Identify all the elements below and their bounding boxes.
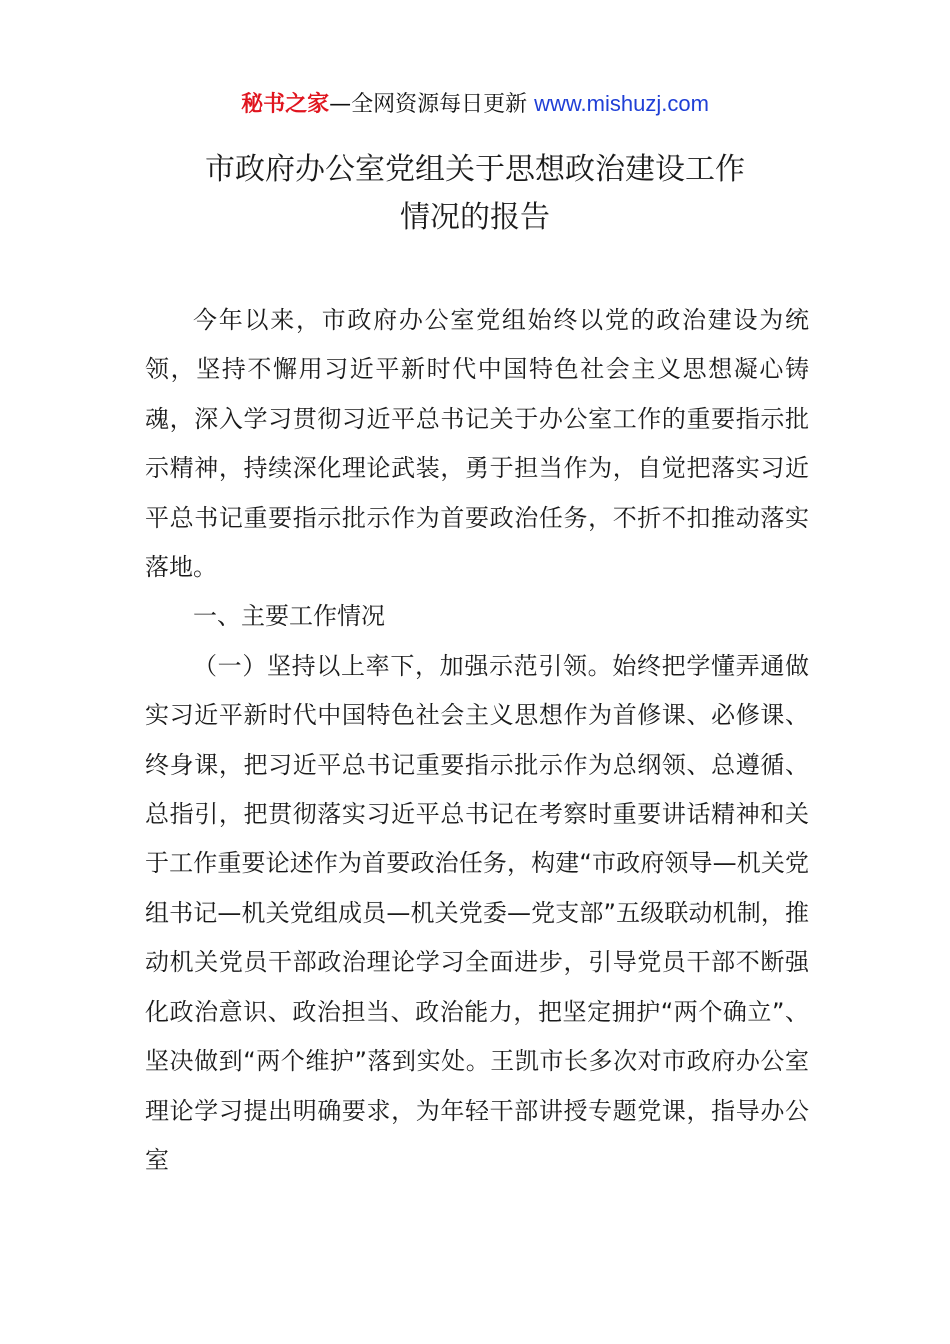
- intro-paragraph: 今年以来，市政府办公室党组始终以党的政治建设为统领，坚持不懈用习近平新时代中国特色社会主义思想凝心铸魂，深入学习贯彻习近平总书记关于办公室工作的重要指示批示精神，持续深化理论武装，勇于担当作为，自觉把落实习近平总书记重要指示批示作为首要政治任务，不折不扣推动落实落地。: [145, 306, 809, 582]
- site-header: [0, 88, 950, 121]
- document-title: [0, 146, 950, 242]
- subsection-paragraph: （一）坚持以上率下，加强示范引领。始终把学懂弄通做实习近平新时代中国特色社会主义思想作为首修课、必修课、终身课，把习近平总书记重要指示批示作为总纲领、总遵循、总指引，把贯彻落实习近平总书记在考察时重要讲话精神和关于工作重要论述作为首要政治任务，构建“市政府领导—机关党组书记—机关党组成员—机关党委—党支部”五级联动机制，推动机关党员干部政治理论学习全面进步，引导党员干部不断强化政治意识、政治担当、政治能力，把坚定拥护“两个确立”、坚决做到“两个维护”落到实处。王凯市长多次对市政府办公室理论学习提出明确要求，为年轻干部讲授专题党课，指导办公室: [145, 651, 809, 1174]
- site-tagline: —全网资源每日更新: [329, 92, 528, 117]
- document-body: [145, 296, 809, 1185]
- document-title-line-2: 情况的报告: [400, 200, 550, 235]
- site-brand: 秘书之家: [241, 92, 330, 117]
- document-title-line-1: 市政府办公室党组关于思想政治建设工作: [205, 152, 745, 187]
- section-heading: 一、主要工作情况: [193, 602, 385, 631]
- site-url-link[interactable]: www.mishuzj.com: [534, 91, 709, 116]
